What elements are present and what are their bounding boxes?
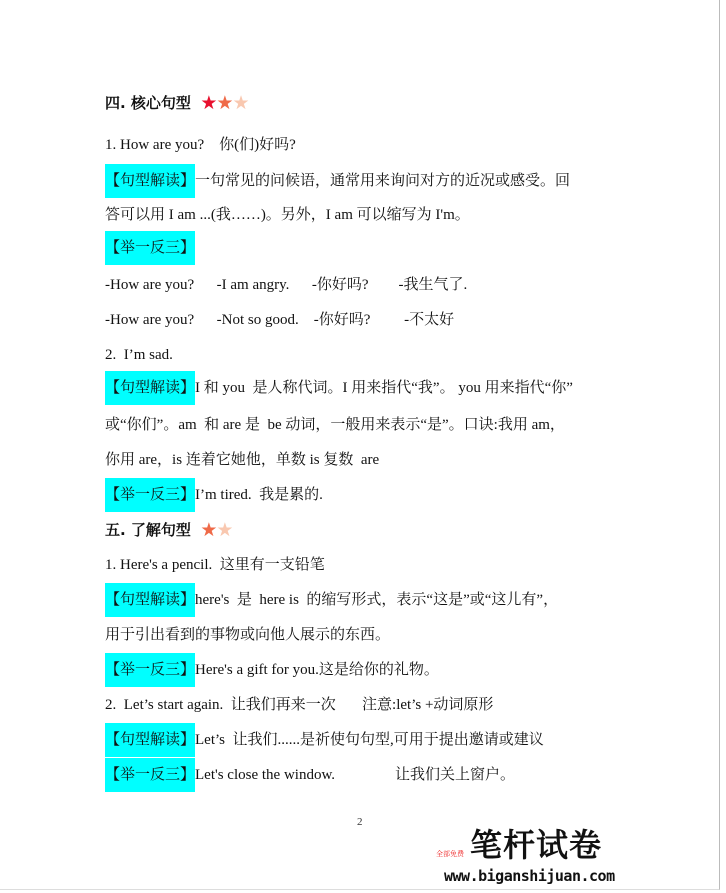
example-line: -How are you? -I am angry. -你好吗? -我生气了. xyxy=(105,277,468,293)
explanation-line: 你用 are，is 连着它她他，单数 is 复数 are xyxy=(105,452,380,468)
explanation-line xyxy=(105,171,570,191)
text: Let's close the window. 让我们关上窗户。 xyxy=(195,767,516,783)
explanation-line xyxy=(105,730,544,750)
tag-highlight: 【句型解读】 xyxy=(105,723,195,757)
example-line: -How are you? -Not so good. -你好吗? -不太好 xyxy=(105,312,455,328)
tag-highlight: 【句型解读】 xyxy=(105,371,195,405)
section-5-heading xyxy=(105,520,233,540)
explanation-line: 用于引出看到的事物或向他人展示的东西。 xyxy=(105,627,391,643)
tag-highlight: 【举一反三】 xyxy=(105,758,195,792)
example-line xyxy=(105,765,515,785)
heading-text: 四. 核心句型 xyxy=(105,94,191,112)
sentence-title: 2. Let’s start again. 让我们再来一次 注意:let’s +动词原形 xyxy=(105,697,494,713)
watermark-url: www.biganshijuan.com xyxy=(444,867,615,885)
examples-tag-line xyxy=(105,238,195,258)
explanation-line xyxy=(105,378,573,398)
tag-highlight: 【举一反三】 xyxy=(105,653,195,687)
tag-highlight: 【句型解读】 xyxy=(105,583,195,617)
example-line xyxy=(105,485,323,505)
explanation-line: 答可以用 I am ...(我……)。另外，I am 可以缩写为 I'm。 xyxy=(105,207,470,223)
section-4-heading xyxy=(105,93,250,113)
text: here's 是 here is 的缩写形式，表示“这是”或“这儿有”， xyxy=(195,592,559,608)
text: I’m tired. 我是累的. xyxy=(195,487,323,503)
watermark-logo xyxy=(436,826,626,888)
star-icon: ★ xyxy=(200,519,218,541)
text: 一句常见的问候语，通常用来询问对方的近况或感受。回 xyxy=(195,173,571,189)
watermark-tag: 全部免费 xyxy=(436,850,464,858)
star-icon: ★ xyxy=(216,519,234,541)
tag-highlight: 【句型解读】 xyxy=(105,164,195,198)
text: I 和 you 是人称代词。I 用来指代“我”。 you 用来指代“你” xyxy=(195,380,573,396)
star-icon: ★ xyxy=(200,92,218,114)
explanation-line xyxy=(105,590,558,610)
heading-text: 五. 了解句型 xyxy=(105,521,191,539)
star-icon: ★ xyxy=(232,92,250,114)
page-number: 2 xyxy=(357,816,363,828)
sentence-title: 1. Here's a pencil. 这里有一支铅笔 xyxy=(105,557,325,573)
tag-highlight: 【举一反三】 xyxy=(105,231,195,265)
text: Here's a gift for you.这是给你的礼物。 xyxy=(195,662,439,678)
explanation-line: 或“你们”。am 和 are 是 be 动词，一般用来表示“是”。口诀:我用 am， xyxy=(105,417,565,433)
text: Let’s 让我们......是祈使句句型,可用于提出邀请或建议 xyxy=(195,732,544,748)
star-icon: ★ xyxy=(216,92,234,114)
tag-highlight: 【举一反三】 xyxy=(105,478,195,512)
example-line xyxy=(105,660,439,680)
sentence-title: 2. I’m sad. xyxy=(105,347,173,363)
sentence-title: 1. How are you? 你(们)好吗? xyxy=(105,137,296,153)
watermark-name: 笔杆试卷 xyxy=(470,826,603,864)
